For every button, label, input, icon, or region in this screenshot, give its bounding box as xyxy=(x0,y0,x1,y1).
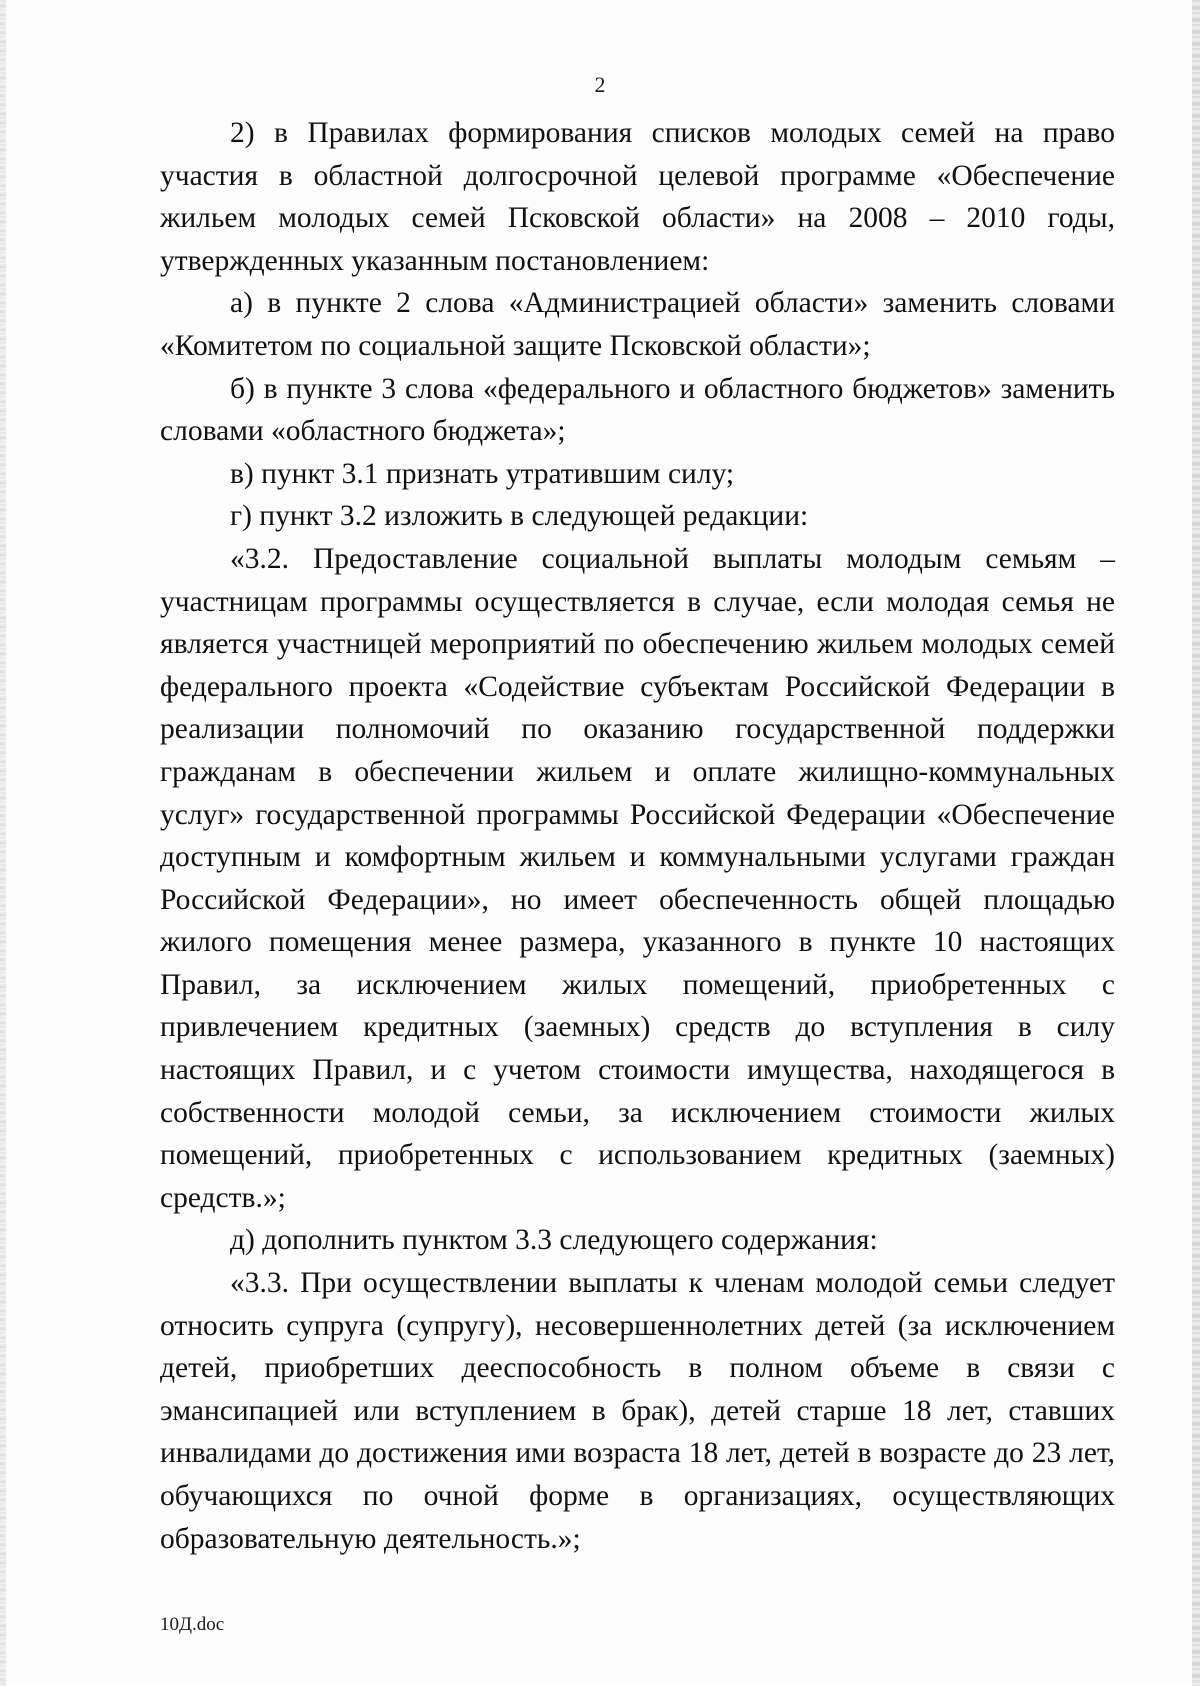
paragraph-subitem-a: а) в пункте 2 слова «Администрацией области» заменить словами «Комитетом по социальной защите Псковской области»; xyxy=(160,287,1115,362)
paragraph-subitem-b: б) в пункте 3 слова «федерального и областного бюджетов» заменить словами «областного бюджета»; xyxy=(160,372,1115,448)
scan-edge-right xyxy=(1192,0,1200,1686)
scan-edge-left xyxy=(0,0,6,1686)
paragraph-subitem-g: г) пункт 3.2 изложить в следующей редакции: xyxy=(230,500,809,533)
paragraph-subitem-v: в) пункт 3.1 признать утратившим силу; xyxy=(230,457,735,490)
paragraph-subitem-d: д) дополнить пунктом 3.3 следующего содержания: xyxy=(230,1224,878,1257)
footer-filename: 10Д.doc xyxy=(160,1614,225,1635)
paragraph-clause-3-2: «3.2. Предоставление социальной выплаты молодым семьям – участницам программы осуществляется в случае, если молодая семья не является участницей мероприятий по обеспечению жильем молодых семей федерального проекта «Содействие субъектам Российской Федерации в реализации полномочий по оказанию государственной поддержки гражданам в обеспечении жильем и оплате жилищно-коммунальных услуг» государственной программы Российской Федерации «Обеспечение доступным и комфортным жильем и коммунальными услугами граждан Российской Федерации», но имеет обеспеченность общей площадью жилого помещения менее размера, указанного в пункте 10 настоящих Правил, за исключением жилых помещений, приобретенных с привлечением кредитных (заемных) средств до вступления в силу настоящих Правил, и с учетом стоимости имущества, находящегося в собственности молодой семьи, за исключением стоимости жилых помещений, приобретенных с использованием кредитных (заемных) средств.»; xyxy=(160,542,1115,1214)
paragraph-clause-3-3: «3.3. При осуществлении выплаты к членам молодой семьи следует относить супруга (супругу), несовершеннолетних детей (за исключением детей, приобретших дееспособность в полном объеме в связи с эмансипацией или вступлением в брак), детей старше 18 лет, ставших инвалидами до достижения ими возраста 18 лет, детей в возрасте до 23 лет, обучающихся по очной форме в организациях, осуществляющих образовательную деятельность.»; xyxy=(160,1267,1115,1555)
paragraph-item-2: 2) в Правилах формирования списков молодых семей на право участия в областной долгосрочной целевой программе «Обеспечение жильем молодых семей Псковской области» на 2008 – 2010 годы, утвержденных указанным постановлением: xyxy=(160,117,1115,277)
page-number: 2 xyxy=(594,72,606,97)
document-body xyxy=(160,112,1115,1560)
